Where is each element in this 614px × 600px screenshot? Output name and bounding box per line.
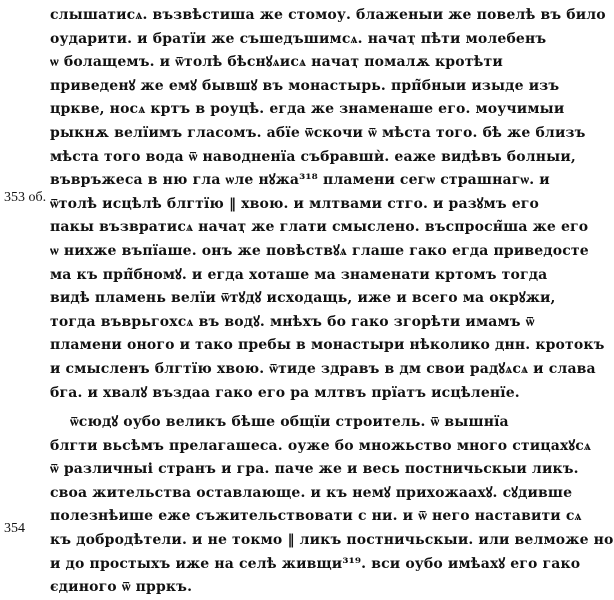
text-line: оударити. и братїи же съшедъшимсѧ. начаҭ пѣти молебенъ bbox=[50, 30, 547, 47]
text-line: слышатисѧ. възвѣстиша же стомоу. блаженыи же повелѣ въ било bbox=[50, 7, 606, 23]
text-line: рыкнѫ велїимъ гласомъ. абїе ѿскочи ѿ мѣста того. бѣ же близъ bbox=[50, 124, 586, 141]
text-line: ѿсюдꙋ оубо великъ бѣше общїи строитель. ѿ вышнїа bbox=[70, 414, 509, 431]
text-line: ѡ болащемъ. и ѿтолѣ бѣснꙋѧисѧ начаҭ помалѫ кротѣти bbox=[50, 54, 503, 71]
text-line: ѿ различныі странъ и гра. паче же и весь постничьскыи ликъ. bbox=[50, 461, 579, 478]
text-body bbox=[50, 4, 614, 600]
text-line: и до простыхъ иже на селѣ живщи³¹⁹. вси оубо имѣахꙋ его гако bbox=[50, 555, 581, 572]
text-line: єдиного ѿ прркъ. bbox=[50, 579, 193, 596]
text-line: црквe, носѧ кртъ в роуцѣ. егда же знаменаше его. моучимыи bbox=[50, 101, 565, 118]
text-line: къ добродѣтели. и не токмо ‖ ликъ постничьскыи. или велможе но bbox=[50, 532, 614, 549]
text-line: своа жительства оставлающе. и къ немꙋ прихожаахꙋ. сꙋдивше bbox=[50, 484, 573, 501]
text-line: и смысленъ блгтїю хвою. ѿтиде здравъ в дм свои радꙋѧсѧ и слава bbox=[50, 360, 596, 377]
text-line: пламени оного и тако пребы в монастыри нѣколико днн. кротокъ bbox=[50, 337, 605, 354]
text-line: мѣста того вода ѿ наводненїа събравшѝ. еаже видѣвъ болныи, bbox=[50, 148, 576, 165]
text-line: ѡ нихже въпїаше. онъ же повѣствꙋѧ глаше гако егда приведосте bbox=[50, 242, 589, 259]
folio-marker-354: 354 bbox=[4, 521, 25, 536]
text-line: приведенꙋ же емꙋ бывшꙋ въ монастырь. прп̃бныи изыде изъ bbox=[50, 77, 560, 94]
text-line: бга. и хвалꙋ въздаа гако его ра млтвъ прїатъ исцѣленїе. bbox=[50, 384, 520, 401]
text-line: блгти вьсѣмъ прелагашеса. оуже бо множьство много стицахꙋсѧ bbox=[50, 437, 592, 454]
text-line: ѿтолѣ исцѣлѣ блгтїю ‖ хвою. и млтвами стго. и разꙋмъ его bbox=[50, 195, 540, 212]
folio-marker-353ob: 353 об. bbox=[4, 190, 47, 205]
text-line: тогда въврьгохсѧ въ водꙋ. мнѣхъ бо гако згорѣти имамъ ѿ bbox=[50, 313, 535, 330]
text-line: ма къ прп̃бномꙋ. и егда хоташе ма знаменати кртомъ тогда bbox=[50, 266, 548, 283]
text-line: въвръжеса в ню гла ѡле нꙋжа³¹⁸ пламени сегѡ страшнагѡ. и bbox=[50, 172, 550, 189]
text-line: полезнѣише еже съжительствовати с ни. и ѿ него наставити сѧ bbox=[50, 508, 582, 525]
text-line: видѣ пламень велїи ѿтꙋдꙋ исходащь, иже и всего ма окрꙋжи, bbox=[50, 290, 556, 307]
text-line: пакы възвратисѧ начаҭ же глати смыслено. въспросн̃ша же его bbox=[50, 219, 589, 236]
